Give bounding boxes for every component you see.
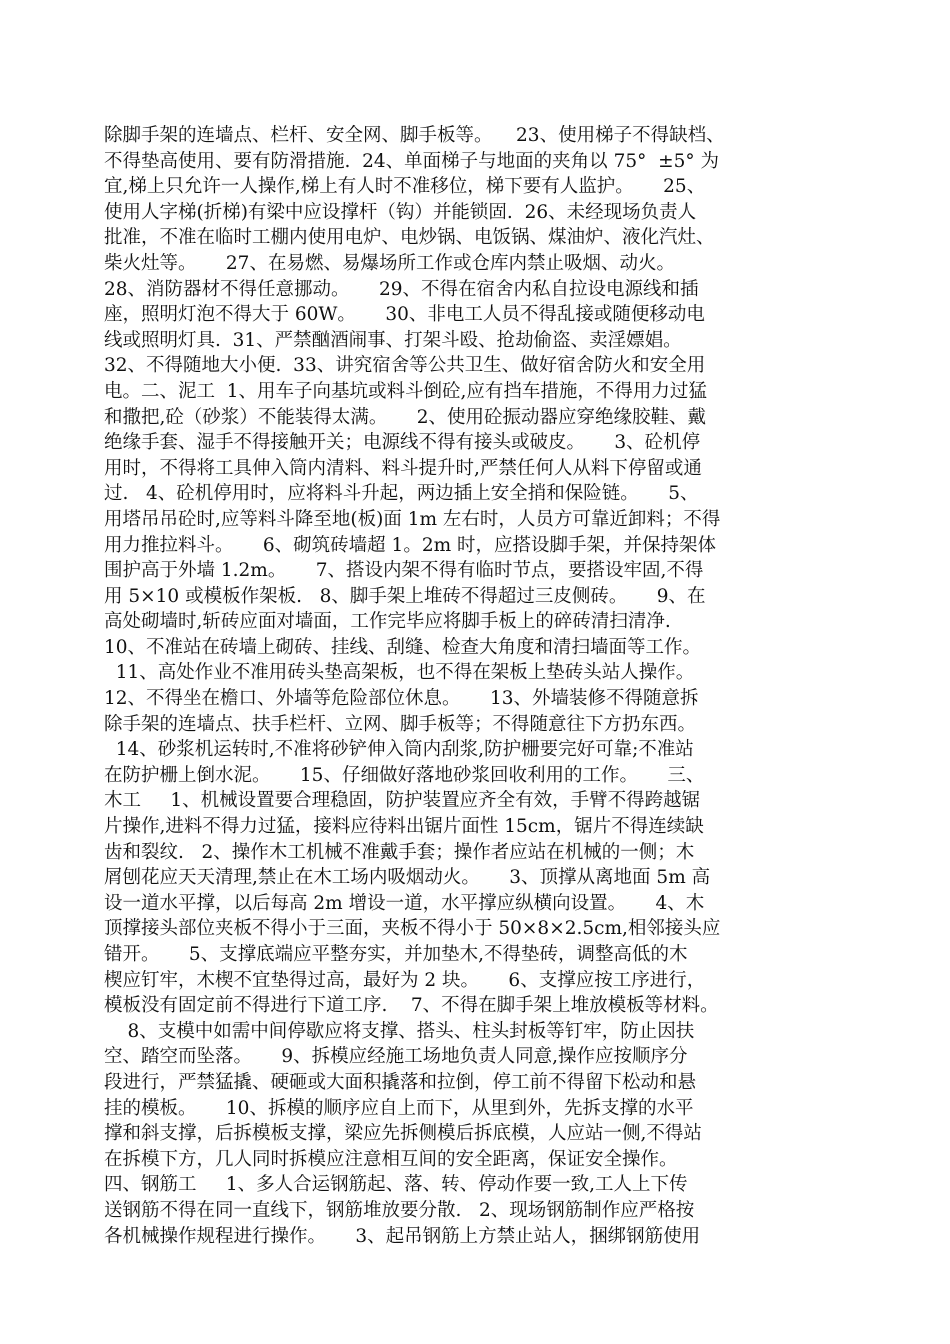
text-line: 除脚手架的连墙点、栏杆、安全网、脚手板等。 23、使用梯子不得缺档、 [104, 125, 725, 146]
text-line: 12、不得坐在檐口、外墙等危险部位休息。 13、外墙装修不得随意拆 [104, 688, 699, 710]
text-line: 除手架的连墙点、扶手栏杆、立网、脚手板等；不得随意往下方扔东西。 [104, 713, 697, 735]
text-line: 空、踏空而坠落。 9、拆模应经施工场地负责人同意,操作应按顺序分 [104, 1046, 688, 1068]
text-line: 和撒把,砼（砂浆）不能装得太满。 2、使用砼振动器应穿绝缘胶鞋、戴 [104, 406, 707, 428]
text-line: 错开。 5、支撑底端应平整夯实，并加垫木,不得垫砖，调整高低的木 [104, 944, 688, 965]
text-line: 屑刨花应天天清理,禁止在木工场内吸烟动火。 3、顶撑从离地面 5m 高 [104, 867, 711, 889]
text-line: 线或照明灯具. 31、严禁酗酒闹事、打架斗殴、抢劫偷盗、卖淫嫖娼。 [104, 329, 682, 351]
text-line: 不得垫高使用、要有防滑措施. 24、单面梯子与地面的夹角以 75° ±5° 为 [104, 150, 720, 172]
text-line: 挂的模板。 10、拆模的顺序应自上而下，从里到外，先拆支撑的水平 [104, 1097, 694, 1119]
text-line: 在防护栅上倒水泥。 15、仔细做好落地砂浆回收利用的工作。 三、 [104, 764, 705, 786]
text-line: 8、支模中如需中间停歇应将支撑、搭头、柱头封板等钉牢，防止因扶 [104, 1020, 695, 1042]
text-line: 宜,梯上只允许一人操作,梯上有人时不准移位，梯下要有人监护。 25、 [104, 176, 706, 198]
text-line: 绝缘手套、湿手不得接触开关；电源线不得有接头或破皮。 3、砼机停 [104, 432, 701, 454]
text-line: 四、钢筋工 1、多人合运钢筋起、落、转、停动作要一致,工人上下传 [104, 1174, 688, 1196]
text-line: 座，照明灯泡不得大于 60W。 30、非电工人员不得乱接或随便移动电 [104, 304, 705, 326]
text-line: 电。二、泥工 1、用车子向基坑或料斗倒砼,应有挡车措施，不得用力过猛 [104, 380, 707, 402]
body-text [104, 123, 824, 1249]
text-line: 撑和斜支撑，后拆模板支撑，梁应先拆侧模后拆底模，人应站一侧,不得站 [104, 1123, 702, 1145]
text-line: 32、不得随地大小便. 33、讲究宿舍等公共卫生、做好宿舍防火和安全用 [104, 355, 706, 377]
text-line: 木工 1、机械设置要合理稳固，防护装置应齐全有效，手臂不得跨越锯 [104, 790, 701, 812]
text-line: 11、高处作业不准用砖头垫高架板，也不得在架板上垫砖头站人操作。 [104, 662, 695, 684]
text-line: 楔应钉牢，木楔不宜垫得过高，最好为 2 块。 6、支撑应按工序进行， [104, 969, 706, 991]
text-line: 齿和裂纹. 2、操作木工机械不准戴手套；操作者应站在机械的一侧；木 [104, 841, 695, 863]
text-line: 设一道水平撑，以后每高 2m 增设一道，水平撑应纵横向设置。 4、木 [104, 892, 705, 914]
text-line: 用时，不得将工具伸入筒内清料、料斗提升时,严禁任何人从料下停留或通 [104, 457, 702, 479]
text-line: 各机械操作规程进行操作。 3、起吊钢筋上方禁止站人，捆绑钢筋使用 [104, 1225, 701, 1247]
text-line: 在拆模下方，几人同时拆模应注意相互间的安全距离，保证安全操作。 [104, 1148, 678, 1170]
text-line: 使用人字梯(折梯)有梁中应设撑杆（钩）并能锁固. 26、未经现场负责人 [104, 201, 697, 223]
text-line: 段进行，严禁猛撬、硬砸或大面积撬落和拉倒，停工前不得留下松动和悬 [104, 1071, 697, 1093]
text-line: 过. 4、砼机停用时，应将料斗升起，两边插上安全捎和保险链。 5、 [104, 483, 699, 505]
text-line: 围护高于外墙 1.2m。 7、搭设内架不得有临时节点，要搭设牢固,不得 [104, 560, 704, 582]
text-line: 用 5×10 或模板作架板. 8、脚手架上堆砖不得超过三皮侧砖。 9、在 [104, 585, 706, 607]
text-line: 模板没有固定前不得进行下道工序. 7、不得在脚手架上堆放模板等材料。 [104, 995, 719, 1017]
text-line: 10、不准站在砖墙上砌砖、挂线、刮缝、检查大角度和清扫墙面等工作。 [104, 636, 702, 658]
text-line: 片操作,进料不得力过猛，接料应待料出锯片面性 15cm，锯片不得连续缺 [104, 816, 704, 838]
text-line: 用力推拉料斗。 6、砌筑砖墙超 1。2m 时，应搭设脚手架，并保持架体 [104, 534, 717, 556]
text-line: 顶撑接头部位夹板不得小于三面，夹板不得小于 50×8×2.5cm,相邻接头应 [104, 918, 721, 940]
text-line: 用塔吊吊砼时,应等料斗降至地(板)面 1m 左右时，人员方可靠近卸料；不得 [104, 508, 721, 530]
text-line: 28、消防器材不得任意挪动。 29、不得在宿舍内私自拉设电源线和插 [104, 278, 699, 300]
text-line: 柴火灶等。 27、在易燃、易爆场所工作或仓库内禁止吸烟、动火。 [104, 252, 675, 274]
text-line: 高处砌墙时,斩砖应面对墙面，工作完毕应将脚手板上的碎砖清扫清净. [104, 611, 671, 633]
text-line: 送钢筋不得在同一直线下，钢筋堆放要分散. 2、现场钢筋制作应严格按 [104, 1199, 695, 1221]
text-line: 14、砂浆机运转时,不准将砂铲伸入筒内刮浆,防护栅要完好可靠;不准站 [104, 739, 694, 761]
text-line: 批准，不准在临时工棚内使用电炉、电炒锅、电饭锅、煤油炉、液化汽灶、 [104, 227, 715, 249]
